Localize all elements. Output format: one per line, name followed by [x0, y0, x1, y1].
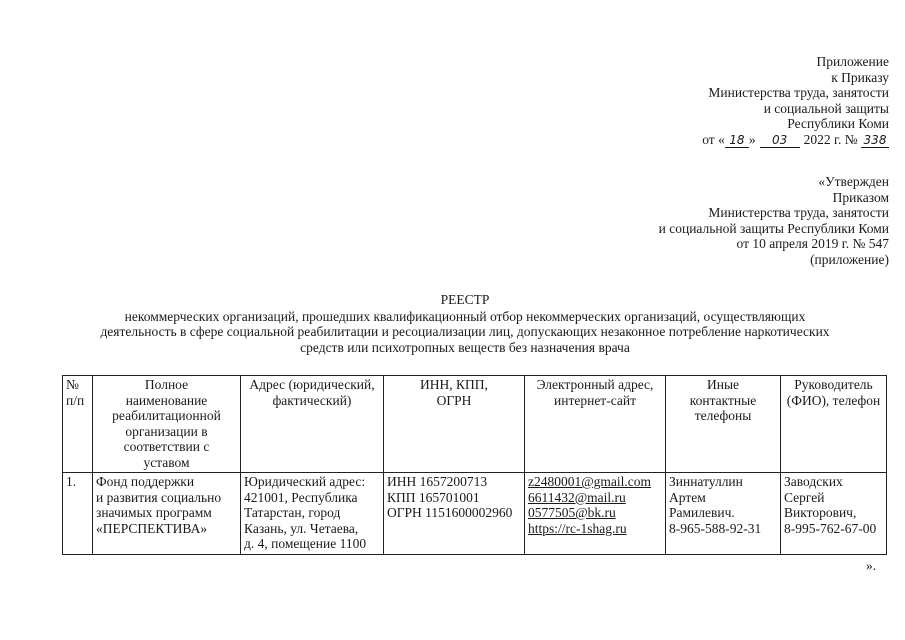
header-ids: [384, 376, 525, 473]
cell-line: Викторович,: [784, 505, 857, 520]
email-link[interactable]: 6611432@mail.ru: [528, 489, 626, 505]
cell-phones: [666, 473, 781, 555]
approved-line: (приложение): [810, 251, 889, 267]
date-day-handwritten: 18: [725, 134, 749, 148]
email-link[interactable]: z2480001@gmail.com: [528, 474, 652, 489]
cell-line: и развития социально: [96, 489, 222, 505]
date-year: 2022 г. №: [803, 131, 858, 147]
header-line: (ФИО), телефон: [786, 392, 881, 408]
title-subtitle-line: некоммерческих организаций, прошедших квалификационный отбор некоммерческих организаций, осуществляющих: [124, 308, 806, 324]
header-address: [241, 376, 384, 473]
header-number: [63, 376, 93, 473]
header-phones: [666, 376, 781, 473]
cell-ids: [384, 473, 525, 555]
approved-line: и социальной защиты Республики Коми: [658, 220, 889, 236]
appendix-line: Приложение: [816, 54, 889, 69]
header-line: реабилитационной: [112, 408, 221, 423]
cell-line: Сергей: [784, 489, 825, 505]
title-heading: РЕЕСТР: [440, 292, 490, 307]
header-head: [781, 376, 887, 473]
approved-block: [569, 174, 889, 267]
header-line: контактные: [689, 392, 757, 408]
approved-line: Министерства труда, занятости: [708, 205, 889, 220]
cell-line: Зиннатуллин: [669, 474, 743, 489]
date-mid: »: [748, 131, 756, 147]
header-line: ИНН, КПП,: [420, 377, 488, 392]
cell-line: 8-965-588-92-31: [669, 520, 762, 536]
appendix-line: и социальной защиты: [763, 100, 889, 116]
appendix-line: к Приказу: [831, 69, 889, 85]
registry-table: [62, 375, 887, 555]
title-subtitle-line: средств или психотропных веществ без назначения врача: [300, 339, 630, 355]
cell-line: «ПЕРСПЕКТИВА»: [96, 520, 208, 536]
cell-line: Татарстан, город: [244, 505, 341, 520]
header-line: №: [66, 377, 79, 392]
approved-line: Приказом: [832, 189, 889, 205]
appendix-block: [589, 54, 889, 148]
header-line: Руководитель: [794, 377, 873, 392]
cell-email: [525, 473, 666, 555]
cell-line: Юридический адрес:: [244, 474, 366, 489]
header-email: [525, 376, 666, 473]
document-title: [40, 292, 890, 355]
appendix-line: Республики Коми: [787, 116, 889, 131]
title-subtitle-line: деятельность в сфере социальной реабилитации и ресоциализации лиц, допускающих незаконное потребление наркотических: [100, 324, 830, 339]
header-line: п/п: [66, 392, 85, 408]
header-line: телефоны: [694, 408, 752, 423]
header-line: фактический): [272, 392, 352, 408]
cell-line: значимых программ: [96, 505, 212, 520]
table-header-row: [63, 376, 887, 473]
closing-quote: ».: [866, 558, 877, 573]
cell-head: [781, 473, 887, 555]
cell-line: ИНН 1657200713: [387, 474, 488, 489]
website-link[interactable]: https://rc-1shag.ru: [528, 520, 627, 536]
cell-line: 421001, Республика: [244, 489, 358, 505]
email-link[interactable]: 0577505@bk.ru: [528, 505, 616, 520]
date-month-handwritten: 03: [760, 134, 800, 148]
header-line: Полное: [144, 377, 189, 392]
header-line: ОГРН: [436, 392, 472, 408]
header-line: уставом: [143, 454, 190, 470]
cell-line: КПП 165701001: [387, 489, 480, 505]
cell-line: Заводских: [784, 474, 843, 489]
cell-number: 1.: [63, 473, 93, 555]
header-line: Иные: [706, 377, 740, 392]
header-line: Электронный адрес,: [536, 377, 654, 392]
cell-line: 8-995-762-67-00: [784, 520, 877, 536]
header-line: Адрес (юридический,: [249, 377, 375, 392]
table-row: [63, 473, 887, 555]
header-name: [93, 376, 241, 473]
appendix-line: Министерства труда, занятости: [708, 85, 889, 100]
header-line: организации в: [125, 423, 208, 439]
order-number-handwritten: 338: [861, 134, 889, 148]
cell-line: д. 4, помещение 1100: [244, 536, 367, 551]
approved-line: от 10 апреля 2019 г. № 547: [736, 236, 889, 251]
cell-line: Казань, ул. Четаева,: [244, 520, 359, 536]
date-prefix: от «: [702, 131, 725, 147]
header-line: интернет-сайт: [554, 392, 636, 408]
cell-name: [93, 473, 241, 555]
header-line: соответствии с: [123, 439, 210, 454]
cell-line: ОГРН 1151600002960: [387, 505, 513, 520]
header-line: наименование: [125, 392, 208, 408]
cell-line: Рамилевич.: [669, 505, 735, 520]
appendix-date: [589, 132, 889, 148]
approved-line: «Утвержден: [818, 174, 889, 189]
cell-address: [241, 473, 384, 555]
cell-line: Фонд поддержки: [96, 474, 195, 489]
cell-line: Артем: [669, 489, 706, 505]
